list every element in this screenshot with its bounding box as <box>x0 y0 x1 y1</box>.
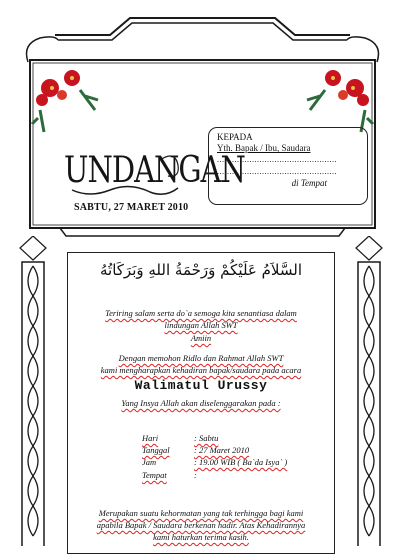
invitation-logo: UNDANGAN <box>64 148 245 191</box>
intro-line-2: lindungan Allah SWT <box>164 320 238 330</box>
right-pillar <box>354 236 384 546</box>
address-place: di Tempat <box>291 178 327 188</box>
invitation-body <box>67 252 335 554</box>
poinsettia-left-icon <box>32 70 98 132</box>
header-frame <box>0 0 405 250</box>
address-dots-1: ................................................ <box>217 155 337 164</box>
schedule-value: : 27 Maret 2010 <box>194 445 250 455</box>
poinsettia-right-icon <box>307 70 373 132</box>
ask-line-2: kami mengharapkan kehadiran bapak/saudara pada acara <box>100 365 302 375</box>
closing-line-2: apabila Bapak / Saudara berkenan hadir. Atas Kehadirannya <box>96 520 306 530</box>
invitation-date: SABTU, 27 MARET 2010 <box>74 202 189 213</box>
closing-line-1: Merupakan suatu kehormatan yang tak terhingga bagi kami <box>98 508 304 518</box>
event-title: Walimatul Urussy <box>134 378 268 393</box>
schedule-label: Hari <box>142 433 159 443</box>
held-line: Yang Insya Allah akan diselenggarakan pada : <box>121 398 281 408</box>
schedule-table <box>142 433 322 493</box>
amin-line: Amiin <box>190 333 212 343</box>
intro-line-1: Teriring salam serta do`a semoga kita senantiasa dalam <box>105 308 297 318</box>
address-box <box>208 127 368 205</box>
arabic-greeting: السَّلاَمُ عَلَيْكُمْ وَرَحْمَةُ اللهِ وَبَرَكَاتُهُ <box>100 261 302 279</box>
closing-line-3: kami haturkan terima kasih. <box>153 532 249 542</box>
address-dots-2: ................................................ <box>217 167 337 176</box>
schedule-label: Tanggal <box>142 445 170 455</box>
schedule-value: : Sabtu <box>194 433 219 443</box>
schedule-value: : <box>194 470 197 480</box>
schedule-row <box>142 445 322 457</box>
address-kepada: KEPADA <box>217 132 253 142</box>
schedule-value: : 19.00 WIB ( Ba`da Isya` ) <box>194 457 288 467</box>
left-pillar <box>18 236 48 546</box>
ask-line-1: Dengan memohon Ridlo dan Rahmat Allah SWT <box>118 353 284 363</box>
schedule-label: Tempat <box>142 470 167 480</box>
schedule-row <box>142 433 322 445</box>
schedule-label: Jam <box>142 457 157 467</box>
address-recipient: Yth. Bapak / Ibu, Saudara <box>217 143 311 153</box>
schedule-row <box>142 470 322 482</box>
schedule-row <box>142 457 322 469</box>
